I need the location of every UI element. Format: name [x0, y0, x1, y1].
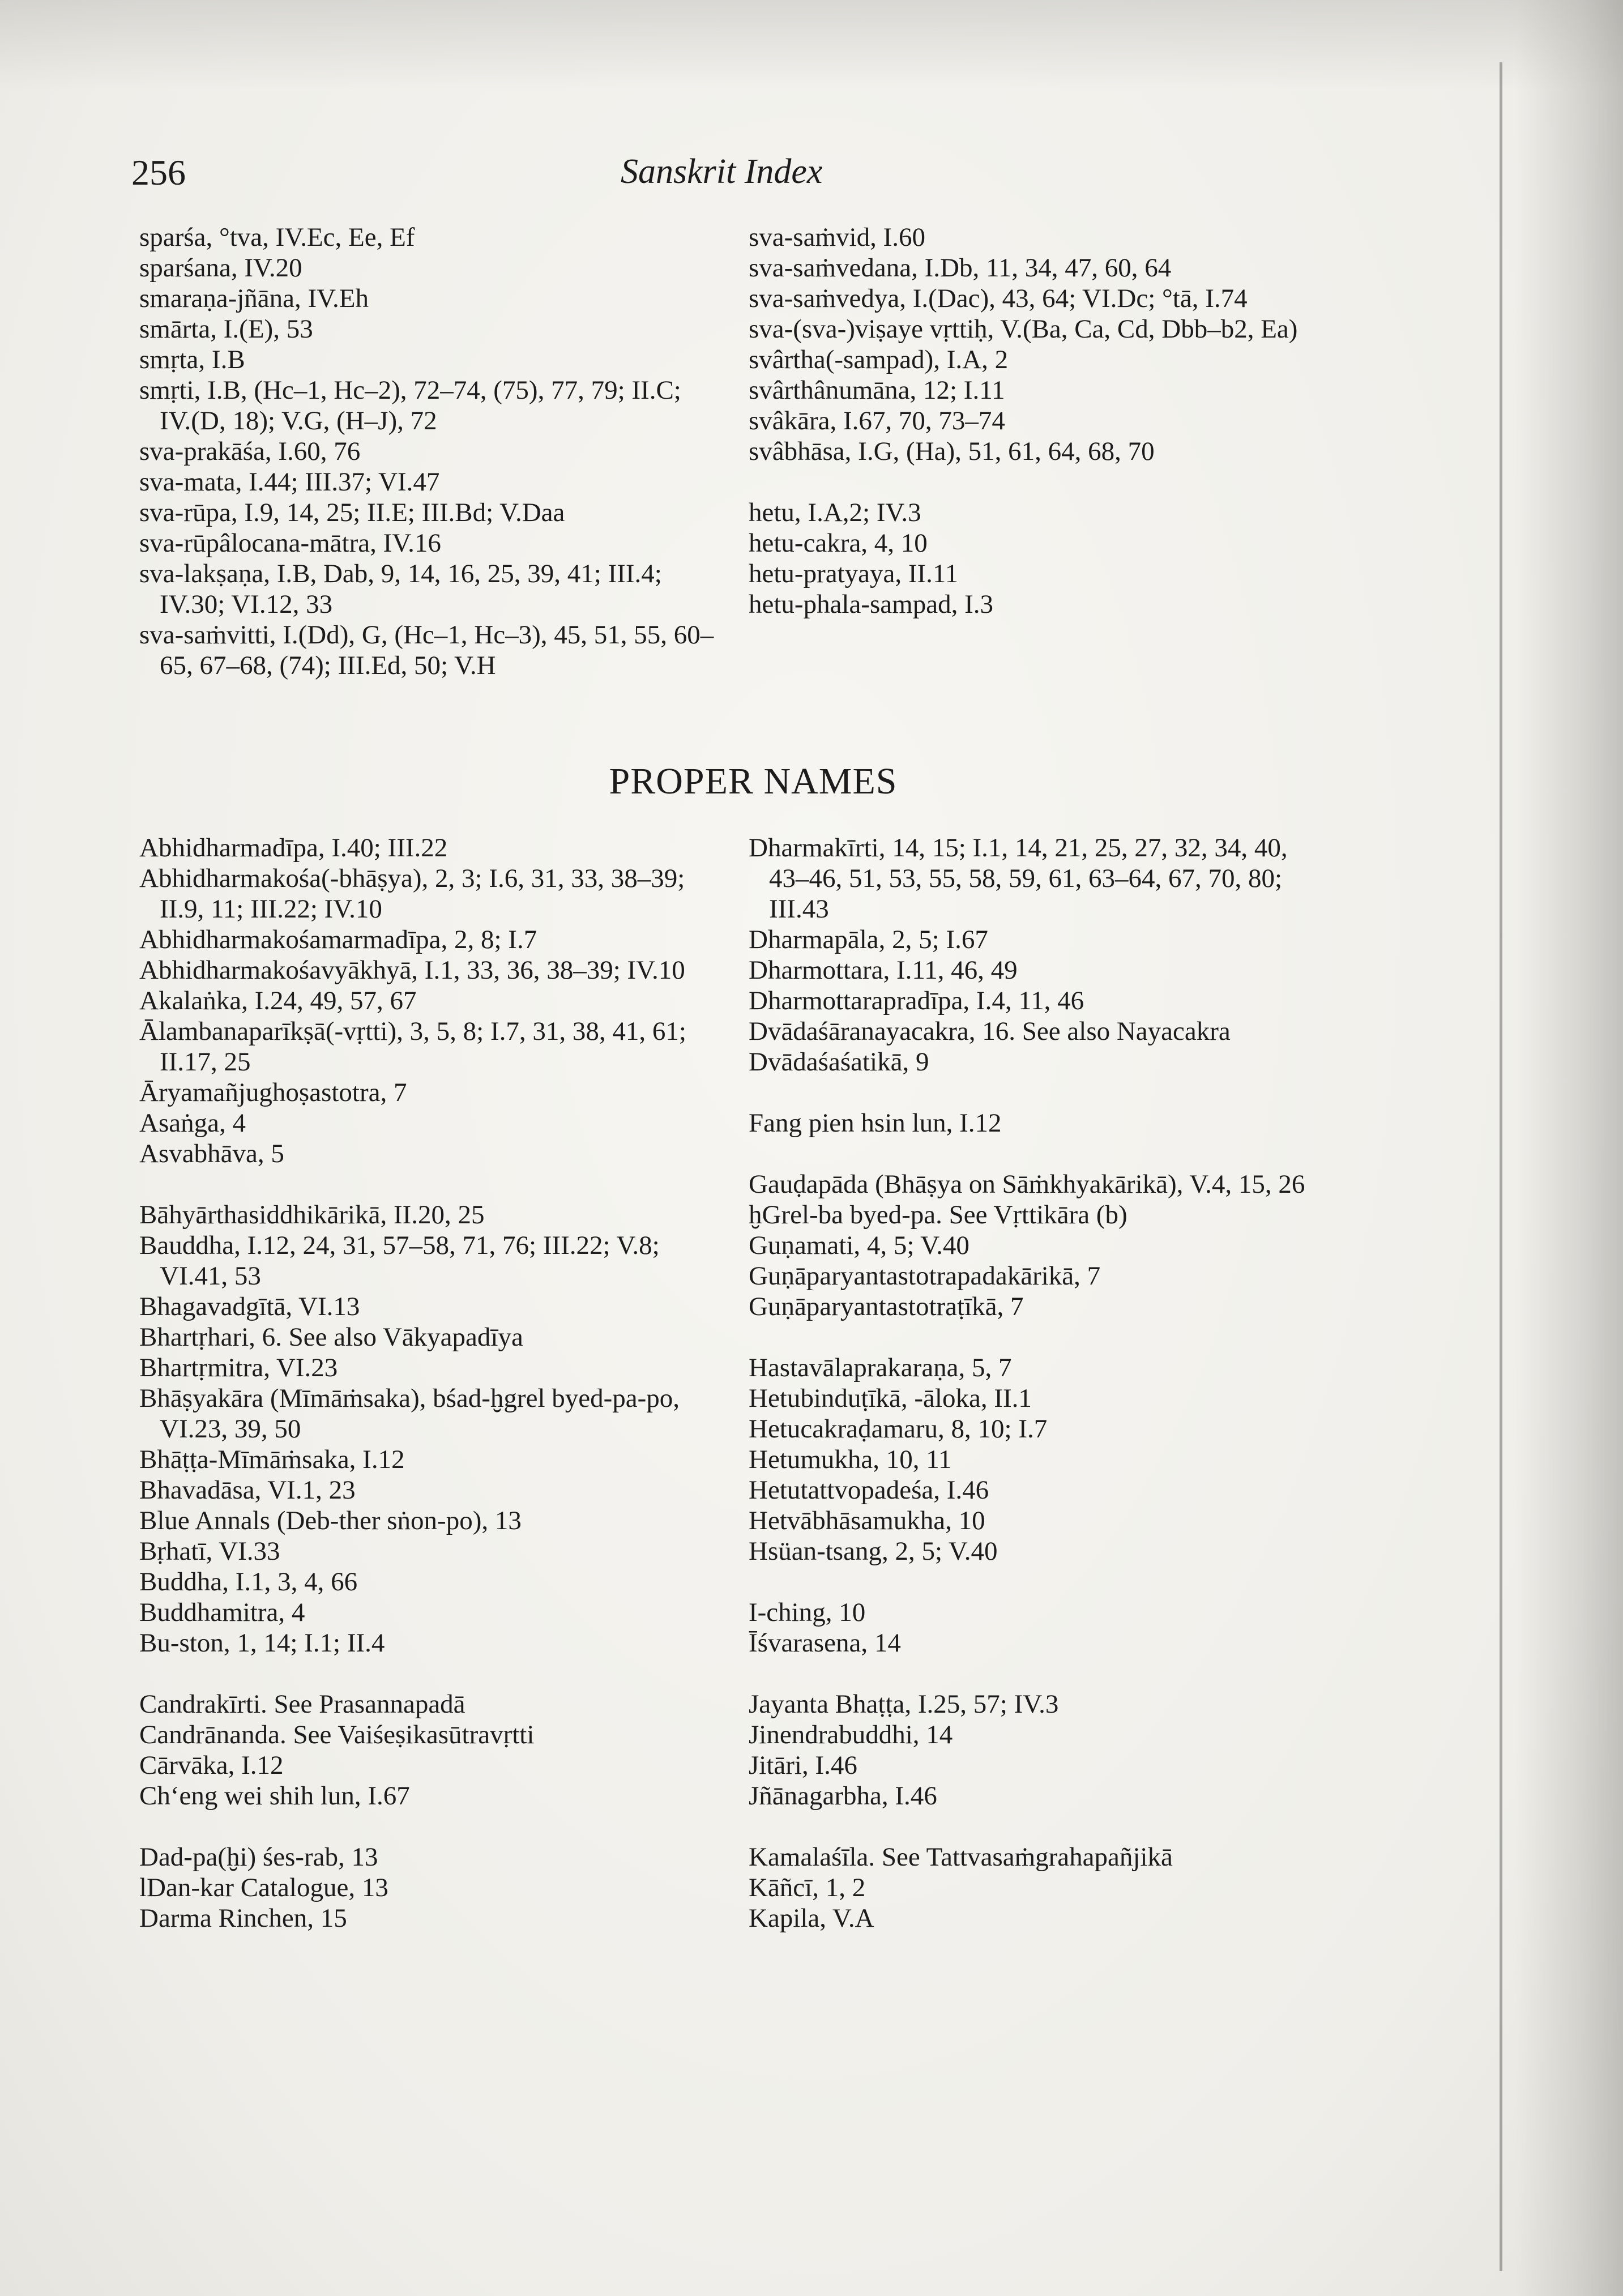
- index-entry: Candrānanda. See Vaiśeṣikasūtravṛtti: [139, 1720, 535, 1749]
- index-entry: smṛta, I.B: [139, 345, 245, 374]
- index-entry: Īśvarasena, 14: [749, 1628, 901, 1658]
- index-entry: Kāñcī, 1, 2: [749, 1873, 866, 1902]
- index-entry: ḫGrel-ba byed-pa. See Vṛttikāra (b): [749, 1200, 1127, 1230]
- index-entry: Ch‘eng wei shih lun, I.67: [139, 1781, 410, 1811]
- index-entry: svâbhāsa, I.G, (Ha), 51, 61, 64, 68, 70: [749, 437, 1155, 466]
- index-entry: sva-rūpâlocana-mātra, IV.16: [139, 528, 441, 558]
- index-entry: Āryamañjughoṣastotra, 7: [139, 1078, 407, 1107]
- index-entry: sparśana, IV.20: [139, 253, 302, 283]
- index-entry: sva-mata, I.44; III.37; VI.47: [139, 467, 440, 497]
- index-entry: smaraṇa-jñāna, IV.Eh: [139, 284, 369, 313]
- index-entry: svârtha(-sampad), I.A, 2: [749, 345, 1009, 374]
- index-entry: Bauddha, I.12, 24, 31, 57–58, 71, 76; III.22; V.8; VI.41, 53: [139, 1231, 660, 1291]
- index-entry: sva-saṁvitti, I.(Dd), G, (Hc–1, Hc–3), 45, 51, 55, 60–65, 67–68, (74); III.Ed, 50; V.H: [139, 620, 714, 680]
- index-top-right-column: [749, 222, 1321, 620]
- entry-gap: [749, 1138, 1321, 1169]
- index-entry: Dvādaśāranayacakra, 16. See also Nayacakra: [749, 1017, 1231, 1046]
- index-entry: Hetvābhāsamukha, 10: [749, 1506, 985, 1535]
- page-number: 256: [131, 152, 186, 193]
- running-head: Sanskrit Index: [621, 152, 823, 191]
- index-entry: Bhagavadgītā, VI.13: [139, 1292, 360, 1321]
- index-entry: Guṇāparyantastotrapadakārikā, 7: [749, 1261, 1101, 1291]
- index-entry: Akalaṅka, I.24, 49, 57, 67: [139, 986, 417, 1015]
- index-entry: smṛti, I.B, (Hc–1, Hc–2), 72–74, (75), 77, 79; II.C; IV.(D, 18); V.G, (H–J), 72: [139, 375, 681, 436]
- entry-gap: [749, 1322, 1321, 1352]
- index-entry: svârthânumāna, 12; I.11: [749, 375, 1005, 405]
- index-entry: hetu-phala-sampad, I.3: [749, 590, 993, 619]
- index-top-left-column: [139, 222, 717, 681]
- index-entry: Dharmottarapradīpa, I.4, 11, 46: [749, 986, 1084, 1015]
- index-entry: Blue Annals (Deb-ther sṅon-po), 13: [139, 1506, 522, 1535]
- index-entry: hetu, I.A,2; IV.3: [749, 498, 921, 527]
- index-entry: Kapila, V.A: [749, 1904, 874, 1933]
- index-entry: Asaṅga, 4: [139, 1108, 246, 1138]
- index-entry: Buddha, I.1, 3, 4, 66: [139, 1567, 358, 1597]
- index-entry: hetu-cakra, 4, 10: [749, 528, 928, 558]
- index-entry: sva-lakṣaṇa, I.B, Dab, 9, 14, 16, 25, 39, 41; III.4; IV.30; VI.12, 33: [139, 559, 662, 619]
- index-entry: Dvādaśaśatikā, 9: [749, 1047, 929, 1077]
- index-entry: Cārvāka, I.12: [139, 1751, 284, 1780]
- index-entry: Hetubinduṭīkā, -āloka, II.1: [749, 1384, 1032, 1413]
- index-entry: sva-saṁvedya, I.(Dac), 43, 64; VI.Dc; °tā, I.74: [749, 284, 1248, 313]
- index-entry: Fang pien hsin lun, I.12: [749, 1108, 1002, 1138]
- index-entry: Abhidharmadīpa, I.40; III.22: [139, 833, 448, 863]
- index-entry: Kamalaśīla. See Tattvasaṁgrahapañjikā: [749, 1842, 1173, 1872]
- section-heading: PROPER NAMES: [609, 761, 898, 802]
- index-entry: Buddhamitra, 4: [139, 1598, 305, 1627]
- entry-gap: [749, 1567, 1321, 1597]
- index-entry: I-ching, 10: [749, 1598, 866, 1627]
- index-entry: svâkāra, I.67, 70, 73–74: [749, 406, 1005, 436]
- index-entry: sva-prakāśa, I.60, 76: [139, 437, 361, 466]
- entry-gap: [139, 1658, 717, 1689]
- index-entry: Bhavadāsa, VI.1, 23: [139, 1475, 356, 1505]
- index-entry: Jitāri, I.46: [749, 1751, 857, 1780]
- index-entry: Hsüan-tsang, 2, 5; V.40: [749, 1537, 998, 1566]
- index-entry: Bāhyārthasiddhikārikā, II.20, 25: [139, 1200, 485, 1230]
- index-entry: sva-saṁvid, I.60: [749, 223, 925, 252]
- index-entry: Ālambanaparīkṣā(-vṛtti), 3, 5, 8; I.7, 31, 38, 41, 61; II.17, 25: [139, 1017, 686, 1077]
- index-entry: Bhāṭṭa-Mīmāṁsaka, I.12: [139, 1445, 405, 1474]
- index-entry: sparśa, °tva, IV.Ec, Ee, Ef: [139, 223, 415, 252]
- entry-gap: [139, 1811, 717, 1842]
- index-entry: Dharmottara, I.11, 46, 49: [749, 955, 1018, 985]
- entry-gap: [749, 1658, 1321, 1689]
- index-entry: Bu-ston, 1, 14; I.1; II.4: [139, 1628, 385, 1658]
- binding-edge-line: [1500, 62, 1502, 2271]
- index-entry: Dad-pa(ḫi) śes-rab, 13: [139, 1842, 378, 1872]
- index-entry: Dharmapāla, 2, 5; I.67: [749, 925, 988, 954]
- index-entry: Bhāṣyakāra (Mīmāṁsaka), bśad-ḫgrel byed-pa-po, VI.23, 39, 50: [139, 1384, 680, 1444]
- index-entry: Guṇāparyantastotraṭīkā, 7: [749, 1292, 1024, 1321]
- index-entry: Darma Rinchen, 15: [139, 1904, 347, 1933]
- index-entry: Gauḍapāda (Bhāṣya on Sāṁkhyakārikā), V.4, 15, 26: [749, 1170, 1305, 1199]
- index-entry: Dharmakīrti, 14, 15; I.1, 14, 21, 25, 27, 32, 34, 40, 43–46, 51, 53, 55, 58, 59, 61, 63–64, 67, 70, 80; III.43: [749, 833, 1288, 924]
- entry-gap: [749, 467, 1321, 497]
- entry-gap: [749, 1077, 1321, 1108]
- entry-gap: [139, 1169, 717, 1200]
- index-entry: Abhidharmakośamarmadīpa, 2, 8; I.7: [139, 925, 537, 954]
- index-entry: Hastavālaprakaraṇa, 5, 7: [749, 1353, 1012, 1382]
- entry-gap: [749, 1811, 1321, 1842]
- index-entry: Candrakīrti. See Prasannapadā: [139, 1689, 465, 1719]
- scan-shadow-edge: [1515, 0, 1623, 2296]
- index-entry: Jayanta Bhaṭṭa, I.25, 57; IV.3: [749, 1689, 1059, 1719]
- index-entry: Abhidharmakośavyākhyā, I.1, 33, 36, 38–39; IV.10: [139, 955, 685, 985]
- proper-names-right-column: [749, 833, 1321, 1934]
- index-entry: sva-rūpa, I.9, 14, 25; II.E; III.Bd; V.Daa: [139, 498, 565, 527]
- index-entry: Hetutattvopadeśa, I.46: [749, 1475, 989, 1505]
- index-entry: sva-(sva-)viṣaye vṛttiḥ, V.(Ba, Ca, Cd, Dbb–b2, Ea): [749, 314, 1298, 344]
- index-entry: Guṇamati, 4, 5; V.40: [749, 1231, 969, 1260]
- index-entry: Hetumukha, 10, 11: [749, 1445, 952, 1474]
- index-entry: lDan-kar Catalogue, 13: [139, 1873, 388, 1902]
- index-entry: Jinendrabuddhi, 14: [749, 1720, 953, 1749]
- index-entry: Bhartṛhari, 6. See also Vākyapadīya: [139, 1322, 523, 1352]
- index-entry: Bṛhatī, VI.33: [139, 1537, 280, 1566]
- index-entry: Bhartṛmitra, VI.23: [139, 1353, 338, 1382]
- index-entry: hetu-pratyaya, II.11: [749, 559, 959, 588]
- index-entry: sva-saṁvedana, I.Db, 11, 34, 47, 60, 64: [749, 253, 1172, 283]
- index-entry: Abhidharmakośa(-bhāṣya), 2, 3; I.6, 31, 33, 38–39; II.9, 11; III.22; IV.10: [139, 864, 685, 924]
- proper-names-left-column: [139, 833, 717, 1934]
- index-entry: smārta, I.(E), 53: [139, 314, 313, 344]
- index-entry: Asvabhāva, 5: [139, 1139, 284, 1168]
- index-entry: Hetucakraḍamaru, 8, 10; I.7: [749, 1414, 1048, 1444]
- scan-shadow-top: [0, 0, 1623, 91]
- index-entry: Jñānagarbha, I.46: [749, 1781, 937, 1811]
